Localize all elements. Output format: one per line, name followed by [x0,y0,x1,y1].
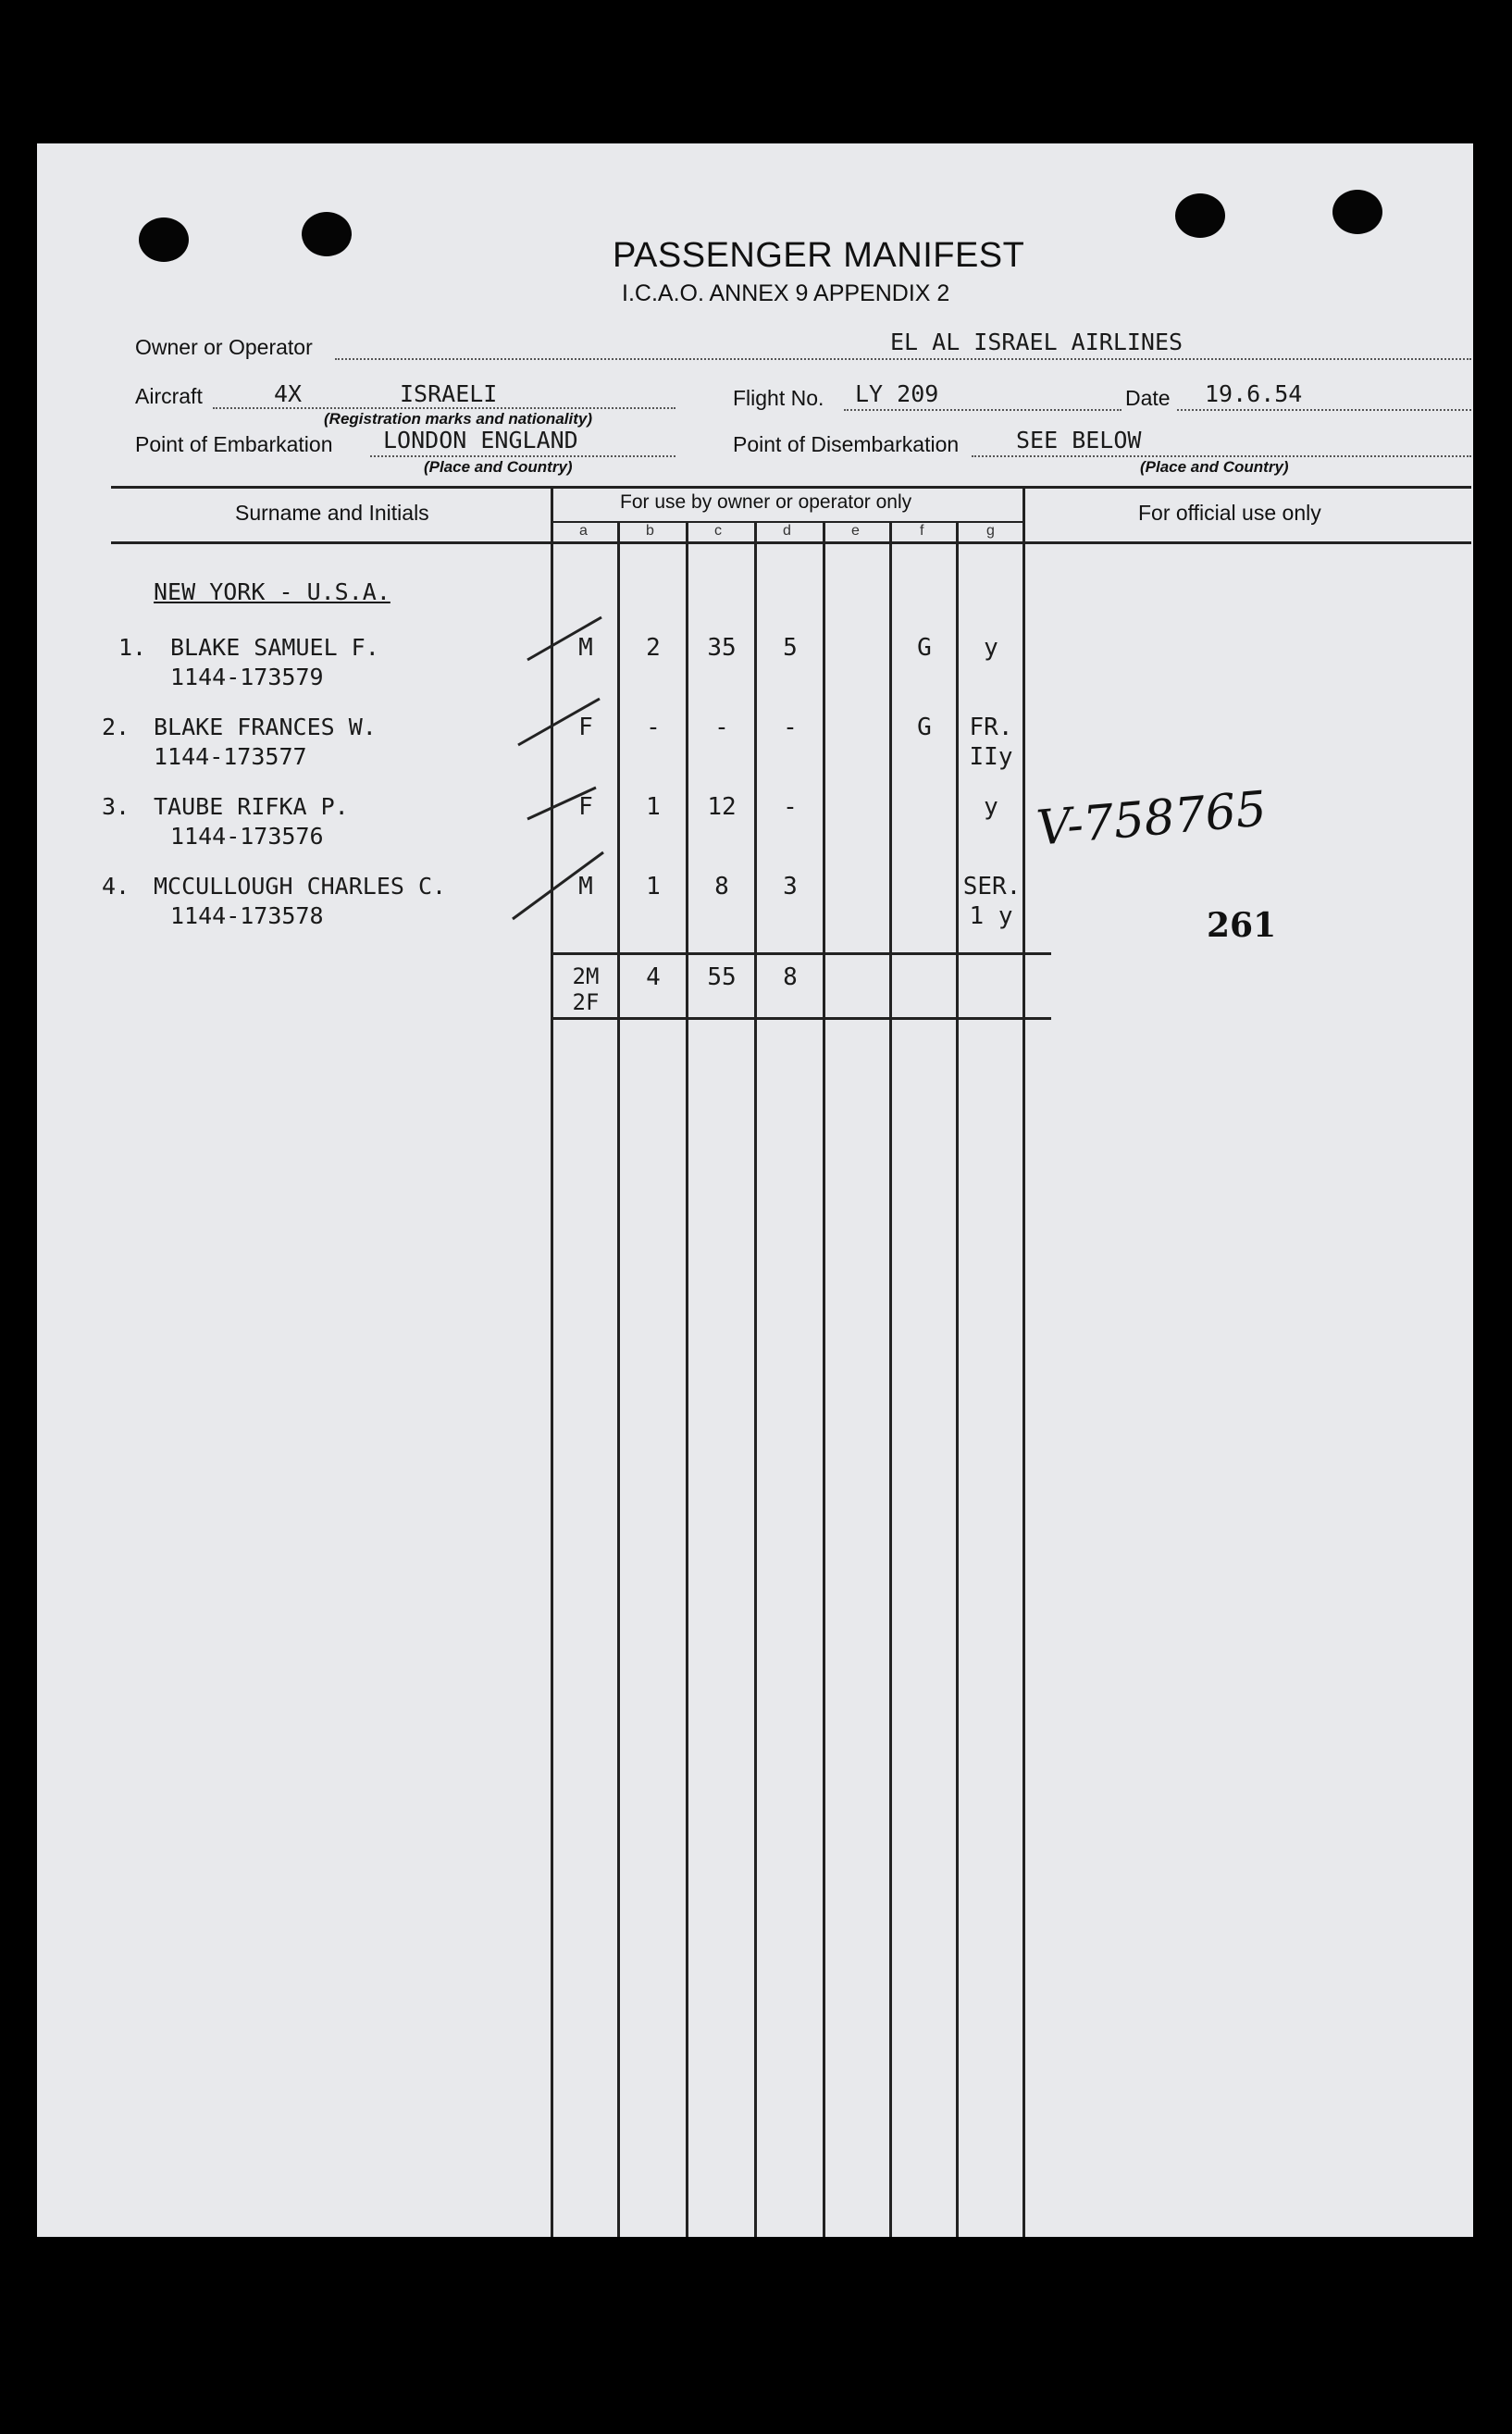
passenger-name: TAUBE RIFKA P. [154,793,349,820]
check-marks [518,606,629,995]
aircraft-reg: 4X [274,380,303,407]
passenger-name: MCCULLOUGH CHARLES C. [154,873,447,900]
cell-b: 1 [646,873,661,900]
col-d-header: d [783,523,791,539]
passenger-id: 1144-173576 [170,823,324,850]
owner-label: Owner or Operator [135,335,313,359]
date-value: 19.6.54 [1205,380,1303,407]
cell-f: G [917,714,932,741]
check-mark [527,788,596,819]
date-dotline [1177,409,1471,411]
cell-g: y [984,634,998,662]
passenger-name: BLAKE FRANCES W. [154,714,377,740]
col-g-header: g [986,523,995,539]
aircraft-dotline [213,407,675,409]
manifest-sheet [37,143,1473,2237]
disembark-label: Point of Disembarkation [733,432,960,456]
cell-c: - [714,714,729,741]
destination-heading: NEW YORK - U.S.A. [154,578,390,605]
col-e-header: e [851,523,860,539]
total-d: 8 [783,963,798,991]
cell-b: 1 [646,793,661,821]
cell-a: M [578,873,593,900]
official-use-header: For official use only [1138,501,1321,525]
table-top-rule [111,486,1471,489]
passenger-id: 1144-173579 [170,664,324,690]
col-c-header: c [714,523,722,539]
cell-f: G [917,634,932,662]
date-label: Date [1125,386,1171,410]
cell-b: 2 [646,634,661,662]
aircraft-label: Aircraft [135,384,203,408]
total-b: 4 [646,963,661,991]
stamped-page-number: 261 [1207,906,1277,945]
row-number: 3. [102,793,130,820]
col-rule [823,523,825,2237]
flight-value: LY 209 [855,380,939,407]
cell-c: 8 [714,873,729,900]
owner-dotline [335,358,1471,360]
cell-g: FR. [969,714,1013,741]
row-number: 1. [118,634,147,661]
disembark-value: SEE BELOW [1016,427,1142,453]
handwritten-number: V-758765 [1034,781,1270,857]
punch-hole [302,212,352,256]
cell-a: M [578,634,593,662]
passenger-id: 1144-173577 [154,743,307,770]
embark-note: (Place and Country) [424,458,573,476]
embark-dotline [370,455,675,457]
cell-d: - [783,793,798,821]
flight-label: Flight No. [733,386,824,410]
cell-d: 3 [783,873,798,900]
cell-g-line2: IIy [969,743,1013,771]
cell-g: y [984,793,998,821]
embark-value: LONDON ENGLAND [383,427,578,453]
table-header-rule [111,541,1471,544]
col-rule [754,523,757,2237]
col-f-header: f [920,523,924,539]
total-female: 2F [572,989,600,1015]
aircraft-note: (Registration marks and nationality) [324,410,592,428]
total-male: 2M [572,963,600,989]
disembark-dotline [972,455,1471,457]
col-rule [889,523,892,2237]
cell-c: 35 [707,634,737,662]
form-subtitle: I.C.A.O. ANNEX 9 APPENDIX 2 [622,280,950,306]
check-mark [527,617,601,660]
punch-hole [1332,190,1382,234]
form-title: PASSENGER MANIFEST [613,236,1025,275]
totals-bottom-rule [552,1017,1051,1020]
cell-a: F [578,714,593,741]
cell-d: - [783,714,798,741]
passenger-name: BLAKE SAMUEL F. [170,634,379,661]
punch-hole [139,217,189,262]
punch-hole [1175,193,1225,238]
owner-value: EL AL ISRAEL AIRLINES [890,329,1184,355]
col-a-header: a [579,523,588,539]
row-number: 4. [102,873,130,900]
passenger-id: 1144-173578 [170,902,324,929]
total-c: 55 [707,963,737,991]
col-rule [686,523,688,2237]
cell-g-line2: 1 y [969,902,1013,930]
col-b-header: b [646,523,654,539]
cell-a: F [578,793,593,821]
cell-c: 12 [707,793,737,821]
cell-b: - [646,714,661,741]
disembark-note: (Place and Country) [1140,458,1289,476]
cell-g: SER. [962,873,1022,900]
totals-top-rule [552,952,1051,955]
aircraft-nationality: ISRAELI [400,380,498,407]
row-number: 2. [102,714,130,740]
owner-use-header: For use by owner or operator only [620,491,912,513]
embark-label: Point of Embarkation [135,432,333,456]
col-rule [956,523,959,2237]
check-mark [518,699,600,745]
check-mark [513,852,603,919]
surname-header: Surname and Initials [235,501,429,525]
flight-dotline [844,409,1122,411]
cell-d: 5 [783,634,798,662]
